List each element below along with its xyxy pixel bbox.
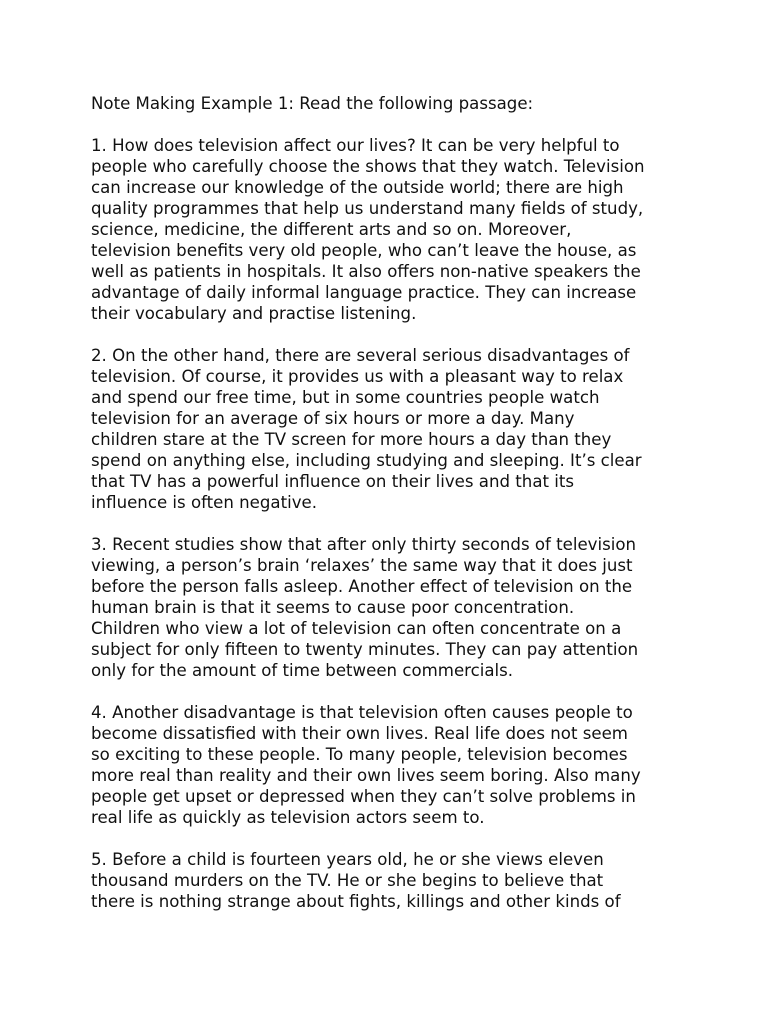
paragraph-line: only for the amount of time between commercials.	[91, 661, 514, 680]
paragraph-line: 3. Recent studies show that after only thirty seconds of television	[91, 535, 637, 554]
paragraph-gap	[91, 828, 691, 849]
paragraph-line: and spend our free time, but in some countries people watch	[91, 388, 600, 407]
paragraph-line: 2. On the other hand, there are several serious disadvantages of	[91, 346, 630, 365]
paragraph-line: before the person falls asleep. Another effect of television on the	[91, 577, 633, 596]
paragraph-2	[91, 345, 691, 513]
paragraph-5	[91, 849, 691, 912]
paragraph-line: viewing, a person’s brain ‘relaxes’ the same way that it does just	[91, 556, 633, 575]
paragraph-line: television. Of course, it provides us with a pleasant way to relax	[91, 367, 624, 386]
paragraph-line: quality programmes that help us understand many fields of study,	[91, 199, 644, 218]
paragraph-line: science, medicine, the different arts and so on. Moreover,	[91, 220, 572, 239]
paragraph-gap	[91, 681, 691, 702]
paragraph-line: so exciting to these people. To many people, television becomes	[91, 745, 628, 764]
paragraph-line: well as patients in hospitals. It also offers non-native speakers the	[91, 262, 641, 281]
paragraph-3	[91, 534, 691, 681]
paragraph-line: influence is often negative.	[91, 493, 318, 512]
paragraph-line: subject for only fifteen to twenty minutes. They can pay attention	[91, 640, 639, 659]
paragraph-line: that TV has a powerful influence on their lives and that its	[91, 472, 575, 491]
paragraph-line: become dissatisfied with their own lives. Real life does not seem	[91, 724, 628, 743]
paragraph-line: their vocabulary and practise listening.	[91, 304, 417, 323]
paragraph-line: there is nothing strange about fights, killings and other kinds of	[91, 892, 621, 911]
paragraph-line: 1. How does television affect our lives? It can be very helpful to	[91, 136, 620, 155]
paragraph-line: people who carefully choose the shows that they watch. Television	[91, 157, 645, 176]
paragraph-line: 5. Before a child is fourteen years old, he or she views eleven	[91, 850, 604, 869]
paragraph-4	[91, 702, 691, 828]
paragraph-line: human brain is that it seems to cause poor concentration.	[91, 598, 575, 617]
paragraph-gap	[91, 513, 691, 534]
paragraph-line: thousand murders on the TV. He or she begins to believe that	[91, 871, 604, 890]
paragraph-line: children stare at the TV screen for more hours a day than they	[91, 430, 612, 449]
paragraph-line: advantage of daily informal language practice. They can increase	[91, 283, 637, 302]
paragraph-line: 4. Another disadvantage is that television often causes people to	[91, 703, 633, 722]
paragraph-line: can increase our knowledge of the outside world; there are high	[91, 178, 624, 197]
paragraph-gap	[91, 324, 691, 345]
paragraph-line: television benefits very old people, who can’t leave the house, as	[91, 241, 637, 260]
paragraph-line: spend on anything else, including studying and sleeping. It’s clear	[91, 451, 642, 470]
passage-text	[91, 93, 691, 912]
paragraph-line: Children who view a lot of television can often concentrate on a	[91, 619, 622, 638]
paragraph-line: more real than reality and their own lives seem boring. Also many	[91, 766, 641, 785]
document-heading: Note Making Example 1: Read the following passage:	[91, 94, 534, 113]
paragraph-line: people get upset or depressed when they can’t solve problems in	[91, 787, 636, 806]
paragraph-line: real life as quickly as television actors seem to.	[91, 808, 485, 827]
paragraph-1	[91, 135, 691, 324]
paragraph-gap	[91, 114, 691, 135]
paragraph-line: television for an average of six hours or more a day. Many	[91, 409, 575, 428]
